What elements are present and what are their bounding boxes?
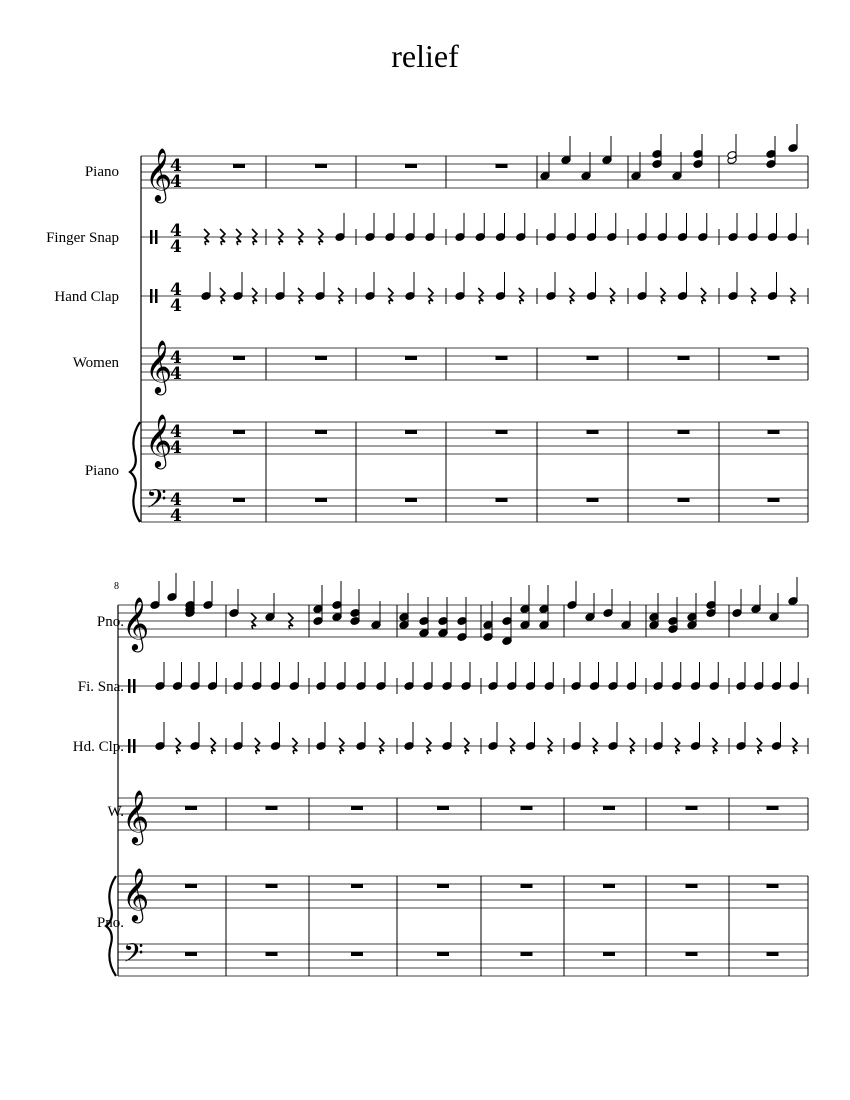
whole-rest bbox=[351, 884, 363, 888]
whole-rest bbox=[603, 884, 615, 888]
whole-rest bbox=[266, 884, 278, 888]
whole-rest bbox=[266, 806, 278, 810]
instrument-label-piano: Piano bbox=[84, 164, 119, 180]
measure-number: 8 bbox=[114, 581, 119, 592]
percussion-clef-icon bbox=[150, 289, 153, 303]
percussion-clef-icon bbox=[128, 739, 131, 753]
instrument-label-women: Women bbox=[72, 355, 119, 371]
whole-rest bbox=[405, 356, 417, 360]
whole-rest bbox=[678, 498, 690, 502]
whole-rest bbox=[767, 952, 779, 956]
percussion-clef-icon bbox=[150, 230, 153, 244]
treble-clef-icon: 𝄞 bbox=[145, 147, 173, 201]
time-signature-numerator: 4 bbox=[170, 422, 182, 442]
time-signature-numerator: 4 bbox=[170, 156, 182, 176]
whole-rest bbox=[496, 498, 508, 502]
whole-rest bbox=[315, 356, 327, 360]
whole-rest bbox=[233, 498, 245, 502]
whole-rest bbox=[768, 430, 780, 434]
whole-rest bbox=[437, 806, 449, 810]
time-signature-numerator: 4 bbox=[170, 490, 182, 510]
time-signature-denominator: 4 bbox=[170, 237, 182, 257]
whole-rest bbox=[496, 164, 508, 168]
time-signature-denominator: 4 bbox=[170, 506, 182, 526]
whole-rest bbox=[405, 430, 417, 434]
instrument-label-fi-sna: Fi. Sna. bbox=[77, 679, 124, 695]
whole-rest bbox=[767, 806, 779, 810]
instrument-label-piano-grand: Piano bbox=[84, 463, 119, 479]
whole-rest bbox=[185, 952, 197, 956]
whole-rest bbox=[678, 430, 690, 434]
instrument-label-hand-clap: Hand Clap bbox=[54, 289, 119, 305]
instrument-label-finger-snap: Finger Snap bbox=[46, 230, 119, 246]
instrument-label-hd-clp: Hd. Clp. bbox=[72, 739, 124, 755]
whole-rest bbox=[315, 498, 327, 502]
bass-clef-icon: 𝄢 bbox=[123, 937, 144, 975]
instrument-label-pno-grand: Pno. bbox=[96, 915, 124, 931]
whole-rest bbox=[496, 430, 508, 434]
whole-rest bbox=[233, 430, 245, 434]
score-title: relief bbox=[391, 38, 459, 74]
whole-rest bbox=[185, 884, 197, 888]
whole-rest bbox=[315, 164, 327, 168]
whole-rest bbox=[351, 952, 363, 956]
grand-staff-brace bbox=[106, 876, 116, 976]
whole-rest bbox=[603, 952, 615, 956]
whole-rest bbox=[587, 498, 599, 502]
whole-rest bbox=[405, 164, 417, 168]
treble-clef-icon: 𝄞 bbox=[122, 789, 150, 843]
whole-rest bbox=[678, 356, 690, 360]
whole-rest bbox=[233, 164, 245, 168]
whole-rest bbox=[768, 498, 780, 502]
percussion-clef-icon bbox=[133, 679, 136, 693]
whole-rest bbox=[266, 952, 278, 956]
whole-rest bbox=[587, 356, 599, 360]
whole-rest bbox=[603, 806, 615, 810]
whole-rest bbox=[686, 952, 698, 956]
treble-clef-icon: 𝄞 bbox=[145, 413, 173, 467]
whole-rest bbox=[686, 884, 698, 888]
treble-clef-icon: 𝄞 bbox=[145, 339, 173, 393]
whole-rest bbox=[587, 430, 599, 434]
grand-staff-brace bbox=[130, 422, 140, 522]
whole-rest bbox=[521, 884, 533, 888]
whole-rest bbox=[437, 884, 449, 888]
percussion-clef-icon bbox=[133, 739, 136, 753]
time-signature-numerator: 4 bbox=[170, 221, 182, 241]
percussion-clef-icon bbox=[155, 289, 158, 303]
percussion-clef-icon bbox=[155, 230, 158, 244]
time-signature-denominator: 4 bbox=[170, 172, 182, 192]
whole-rest bbox=[768, 356, 780, 360]
time-signature-numerator: 4 bbox=[170, 280, 182, 300]
time-signature-denominator: 4 bbox=[170, 296, 182, 316]
time-signature-denominator: 4 bbox=[170, 438, 182, 458]
bass-clef-icon: 𝄢 bbox=[146, 483, 167, 521]
time-signature-numerator: 4 bbox=[170, 348, 182, 368]
whole-rest bbox=[496, 356, 508, 360]
whole-rest bbox=[351, 806, 363, 810]
percussion-clef-icon bbox=[128, 679, 131, 693]
whole-rest bbox=[315, 430, 327, 434]
whole-rest bbox=[767, 884, 779, 888]
whole-rest bbox=[521, 952, 533, 956]
time-signature-denominator: 4 bbox=[170, 364, 182, 384]
whole-rest bbox=[686, 806, 698, 810]
whole-rest bbox=[233, 356, 245, 360]
treble-clef-icon: 𝄞 bbox=[122, 596, 150, 650]
whole-rest bbox=[521, 806, 533, 810]
whole-rest bbox=[185, 806, 197, 810]
instrument-label-pno: Pno. bbox=[96, 614, 124, 630]
treble-clef-icon: 𝄞 bbox=[122, 867, 150, 921]
whole-rest bbox=[437, 952, 449, 956]
instrument-label-w: W. bbox=[107, 804, 124, 820]
whole-rest bbox=[405, 498, 417, 502]
